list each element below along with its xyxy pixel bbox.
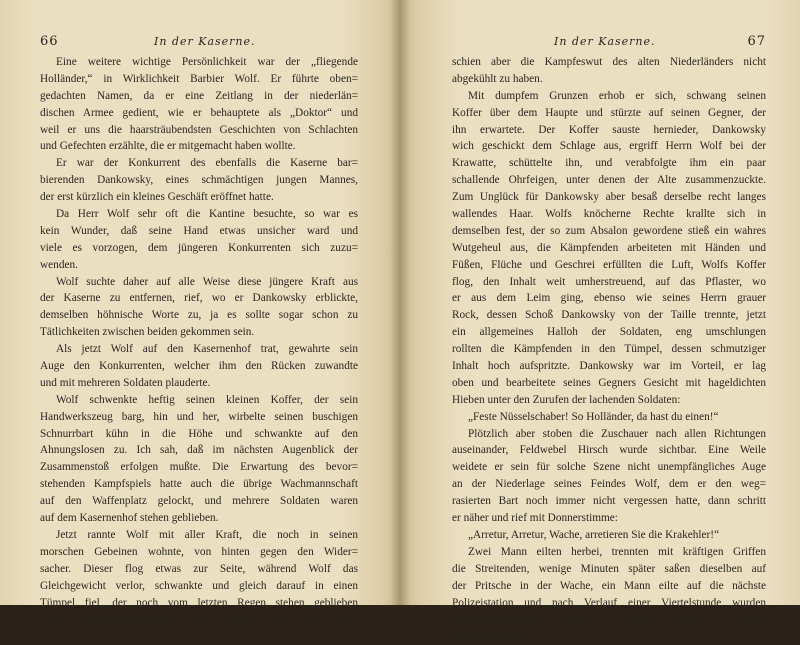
text-line: schien aber die Kampfeswut des alten Niederländers nicht: [452, 56, 766, 68]
text-line: Füßen, Flüche und Geschrei erfüllten die Luft, Wolfs Koffer: [452, 258, 766, 271]
text-line: „Arretur, Arretur, Wache, arretieren Sie die Krakehler!“: [468, 528, 720, 541]
text-line: Sicher abgeführt.: [452, 630, 530, 643]
text-line: Tätlichkeiten zwischen beiden gekommen sein.: [40, 326, 255, 339]
gutter-shadow: [390, 0, 400, 605]
text-line: Wutgeheul aus, die Kämpfenden arbeiteten mit Händen und: [452, 241, 766, 254]
text-line: Ahnungslosen zu. Ich sah, daß im nächsten Augenblick der: [40, 444, 358, 457]
text-line: und Gefechten erzählte, die er mitgemacht haben wollte.: [40, 140, 296, 153]
text-line: Wolf schwenkte heftig seinen kleinen Koffer, der sein: [56, 393, 358, 406]
text-line: flog, den Inhalt weit umherstreuend, auf das Pflaster, wo: [452, 275, 766, 288]
text-line: Schnurrbart kühn in die Höhe und schwankte auf den: [40, 427, 358, 440]
page-number: 67: [747, 34, 766, 49]
text-line: wenden.: [40, 258, 78, 271]
gutter-shadow: [400, 0, 410, 605]
text-line: rasierten Bart noch immer nicht vergessen hatte, dann schritt: [452, 495, 766, 508]
text-line: abgekühlt zu haben.: [452, 72, 543, 85]
text-line: Jetzt rannte Wolf mit aller Kraft, die noch in seinen: [56, 528, 358, 541]
text-line: wich geschickt dem Schlage aus, ergriff Herrn Wolf bei der: [452, 140, 766, 153]
text-line: Handwerkszeug barg, hin und her, wirbelte seinen buschigen: [40, 410, 358, 423]
text-line: dischen Armee gedient, wie er behauptete als „Doktor“ und: [40, 106, 358, 119]
right-page-text: [452, 54, 766, 645]
text-line: Als jetzt Wolf auf den Kasernenhof trat, gewahrte sein: [56, 343, 358, 356]
text-line: viele es vorzogen, dem jüngeren Konkurrenten sich zuzu=: [40, 241, 358, 254]
left-page-header: [40, 34, 360, 50]
text-line: rollten die Kämpfenden in den Tümpel, dessen schmutziger: [452, 343, 766, 356]
text-line: der Pritsche in der Wache, ein Mann eilte auf die nächste: [452, 579, 766, 592]
text-line: auf den Waffenplatz gelockt, und mehrere Soldaten waren: [40, 495, 358, 508]
left-page: [0, 0, 400, 626]
text-line: Gleichgewicht verlor, schwankte und gleich darauf in einen: [40, 579, 358, 592]
text-line: Inhalt hoch aufspritzte. Dankowsky war im Vorteil, er lag: [452, 360, 766, 373]
text-line: schallende Ohrfeigen, unter denen der Alte zusammenzuckte.: [452, 174, 766, 187]
text-line: Plötzlich aber stoben die Zuschauer nach allen Richtungen: [468, 427, 766, 440]
text-line: wallendes Haar. Wolfs knöcherne Rechte krallte sich in: [452, 208, 766, 221]
text-line: morschen Gebeinen wohnte, von hinten gegen den Wider=: [40, 545, 358, 558]
right-page-header: [452, 34, 766, 50]
text-line: war. Lebhaft applaudierten die Soldaten. Dies kalte Bad: [40, 613, 358, 626]
text-line: Zwei Mann eilten herbei, trennten mit kräftigen Griffen: [468, 545, 766, 558]
text-line: an der Niederlage seines Feindes Wolf, dem er den weg=: [452, 478, 766, 491]
text-line: Holländer,“ in Wirklichkeit Barbier Wolf. Er führte oben=: [40, 72, 358, 85]
text-line: gedachten Namen, da er eine Zeitlang in der niederlän=: [40, 89, 358, 102]
text-line: kein Wunder, daß seine Hand etwas unsicher ward und: [40, 224, 358, 237]
running-head: In der Kaserne.: [554, 35, 656, 48]
text-line: stehenden Kampfspiels hatte auch die übrige Wachmannschaft: [40, 478, 358, 491]
text-line: Er war der Konkurrent des ebenfalls die Kaserne bar=: [56, 157, 358, 170]
page-number: 66: [40, 34, 59, 49]
text-line: weidete er sein für solche Szene nicht unempfängliches Auge: [452, 461, 766, 474]
text-line: er näher und rief mit Donnerstimme:: [452, 512, 618, 525]
text-line: Tümpel fiel, der noch vom letzten Regen stehen geblieben: [40, 596, 358, 609]
text-line: auf dem Kasernenhof stehen geblieben.: [40, 512, 219, 525]
text-line: Zusammenstoß erfolgen mußte. Die Erwartung des bevor=: [40, 461, 358, 474]
text-line: ein allgemeines Halloh der Soldaten, eng umschlungen: [452, 326, 766, 339]
text-line: ihn erwartete. Der Koffer sauste hernieder, Dankowsky: [452, 123, 766, 136]
text-line: Mit dumpfem Grunzen erhob er sich, schwang seinen: [468, 89, 766, 102]
text-line: Wolf suchte daher auf alle Weise diese jüngere Kraft aus: [56, 275, 358, 288]
text-line: auseinander, Feldwebel Hirsch wurde sichtbar. Eine Weile: [452, 444, 766, 457]
text-line: „Feste Nüsselschaber! So Holländer, da hast du einen!“: [468, 410, 719, 423]
text-line: Rock, dessen Schoß Dankowsky von der Taille trennte, jetzt: [452, 309, 766, 322]
text-line: oben und bearbeitete seines Gegners Gesicht mit hageldichten: [452, 376, 766, 389]
text-line: demselben höhnische Worte zu, ja es sollte sogar schon zu: [40, 309, 358, 322]
text-line: Zum Unglück für Dankowsky aber besaß derselbe recht langes: [452, 191, 766, 204]
text-line: demselben fest, der so zum Absalon gewordene stieß ein wahres: [452, 224, 766, 237]
text-line: Krawatte, schüttelte ihn, und verabfolgte ihm ein paar: [452, 157, 766, 170]
text-line: Polizeistation und nach Verlauf einer Viertelstunde wurden: [452, 596, 766, 609]
text-line: Auge den Konkurrenten, welcher ihm den Rücken zuwandte: [40, 360, 358, 373]
text-line: Da Herr Wolf sehr oft die Kantine besuchte, so war es: [56, 208, 358, 221]
text-line: Hieben unter den Zurufen der lachenden Soldaten:: [452, 393, 681, 406]
text-line: sacher. Dieser flog etwas zur Seite, während Wolf das: [40, 562, 358, 575]
text-line: der Kaserne zu entfernen, rief, wo er Dankowsky erblickte,: [40, 292, 358, 305]
text-line: Eine weitere wichtige Persönlichkeit war der „fliegende: [56, 56, 358, 68]
text-line: der erst kürzlich ein kleines Geschäft eröffnet hatte.: [40, 191, 274, 204]
right-page: [400, 0, 800, 643]
running-head: In der Kaserne.: [154, 35, 256, 48]
text-line: die Streitenden, wenige Minuten später saßen dieselben auf: [452, 562, 766, 575]
text-line: beide wegen groben Unfugs von einem Polizisten in Nummer: [452, 613, 766, 626]
text-line: er aus dem Leim ging, ebenso wie seines Herrn grauer: [452, 292, 766, 305]
text-line: weil er uns die haarsträubendsten Geschichten von Schlachten: [40, 123, 358, 136]
left-page-text: [40, 54, 358, 628]
text-line: Koffer über dem Haupte und stürzte auf seinen Gegner, der: [452, 106, 766, 119]
text-line: bierenden Dankowsky, eines schmächtigen jungen Mannes,: [40, 174, 358, 187]
text-line: und mit mehreren Soldaten plauderte.: [40, 376, 211, 389]
